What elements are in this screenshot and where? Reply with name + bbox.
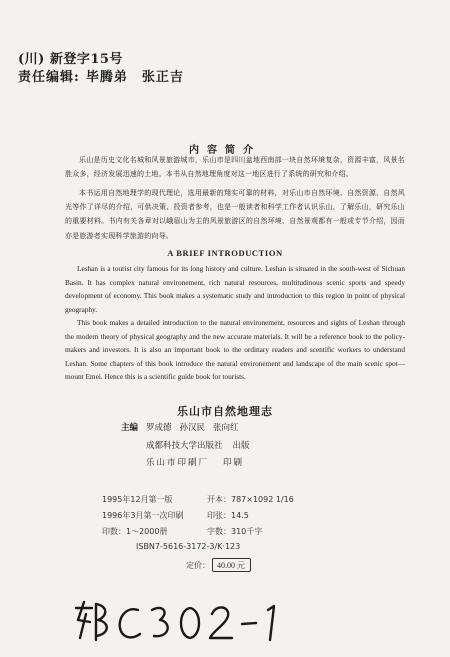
chief-editors: [121, 421, 239, 433]
printing-info: 1996年3月第一次印刷: [102, 511, 184, 520]
author-2: 孙汉民: [179, 423, 206, 433]
english-paragraph-1: Leshan is a tourist city famous for its long history and culture. Leshan is situated in the south-west of Sichuan Basin. It has complex natural environement, rich natural resources, multitudinous scenic sports and speedy development of economy. This book makes a systematic study and introduction to this region in point of physical geography.: [65, 264, 405, 314]
print-run-info: 印数：1～2000册: [102, 527, 168, 536]
english-paragraph-2: This book makes a detailed introduction to the natural environement, resources and sights of Leshan through the modern theory of physical geography and the new accurate materials. It will be a reference book to the policy-makers and investors. It is also an important book to the ordinary readers and scentific workers to understand Leshan. Some chapters of this book introduce the natural environement and landscape of the main scenic spot—mount Emei. Hence this is a scientific guide book for tourists.: [65, 318, 405, 382]
editor-label: 责任编辑:: [18, 70, 80, 85]
isbn: ISBN7-5616-3172-3/K·123: [136, 542, 241, 551]
price-line: [186, 558, 251, 572]
editor-name-1: 毕腾弟: [85, 70, 128, 85]
author-1: 罗成德: [146, 423, 172, 433]
printer-line: [146, 456, 244, 468]
author-3: 张向红: [213, 423, 239, 433]
english-intro-title: A BRIEF INTRODUCTION: [167, 248, 283, 258]
price-stamp: 40.00 元: [212, 558, 251, 572]
format-info: 开本：787×1092 1/16: [207, 495, 294, 504]
intro-paragraph-1: 乐山是历史文化名城和风景旅游城市，乐山市是四川盆地西南部一块自然环境复杂，资源丰富，风景名胜众多，经济发展迅速的土地。本书从自然地理角度对这一地区进行了系统的研究和介绍。: [65, 156, 405, 179]
editor-name-2: 张正吉: [141, 70, 184, 85]
publisher-line: [146, 439, 250, 451]
publisher-name: 成都科技大学出版社: [146, 441, 223, 451]
price-label: 定价：: [186, 561, 210, 570]
handwritten-call-number: [70, 598, 290, 646]
sheets-info: 印张：14.5: [207, 511, 249, 520]
chief-editor-label: 主编: [121, 423, 139, 433]
word-count-info: 字数：310千字: [207, 527, 263, 536]
printer-name: 乐山市印刷厂: [146, 458, 210, 468]
responsible-editor: [18, 66, 184, 85]
publisher-role: 出版: [232, 441, 250, 451]
intro-paragraph-2: 本书运用自然地理学的现代理论，选用最新的翔实可靠的材料，对乐山市自然环境、自然资源、自然风光等作了详尽的介绍，可供决策、投资者参考，也是一般读者和科学工作者认识乐山，了解乐山，研究乐山的重要材料。书内有关各章对以峨眉山为主的风景旅游区的自然环境、自然景观都有一般或专节介绍，因而亦是旅游者实现科学旅游的向导。: [65, 189, 405, 240]
book-title: 乐山市自然地理志: [177, 405, 273, 418]
registration-number: (川) 新登字15号: [18, 52, 123, 67]
edition-info: 1995年12月第一版: [102, 495, 173, 504]
printer-role: 印刷: [223, 458, 245, 468]
intro-title: 内容简介: [189, 145, 261, 156]
